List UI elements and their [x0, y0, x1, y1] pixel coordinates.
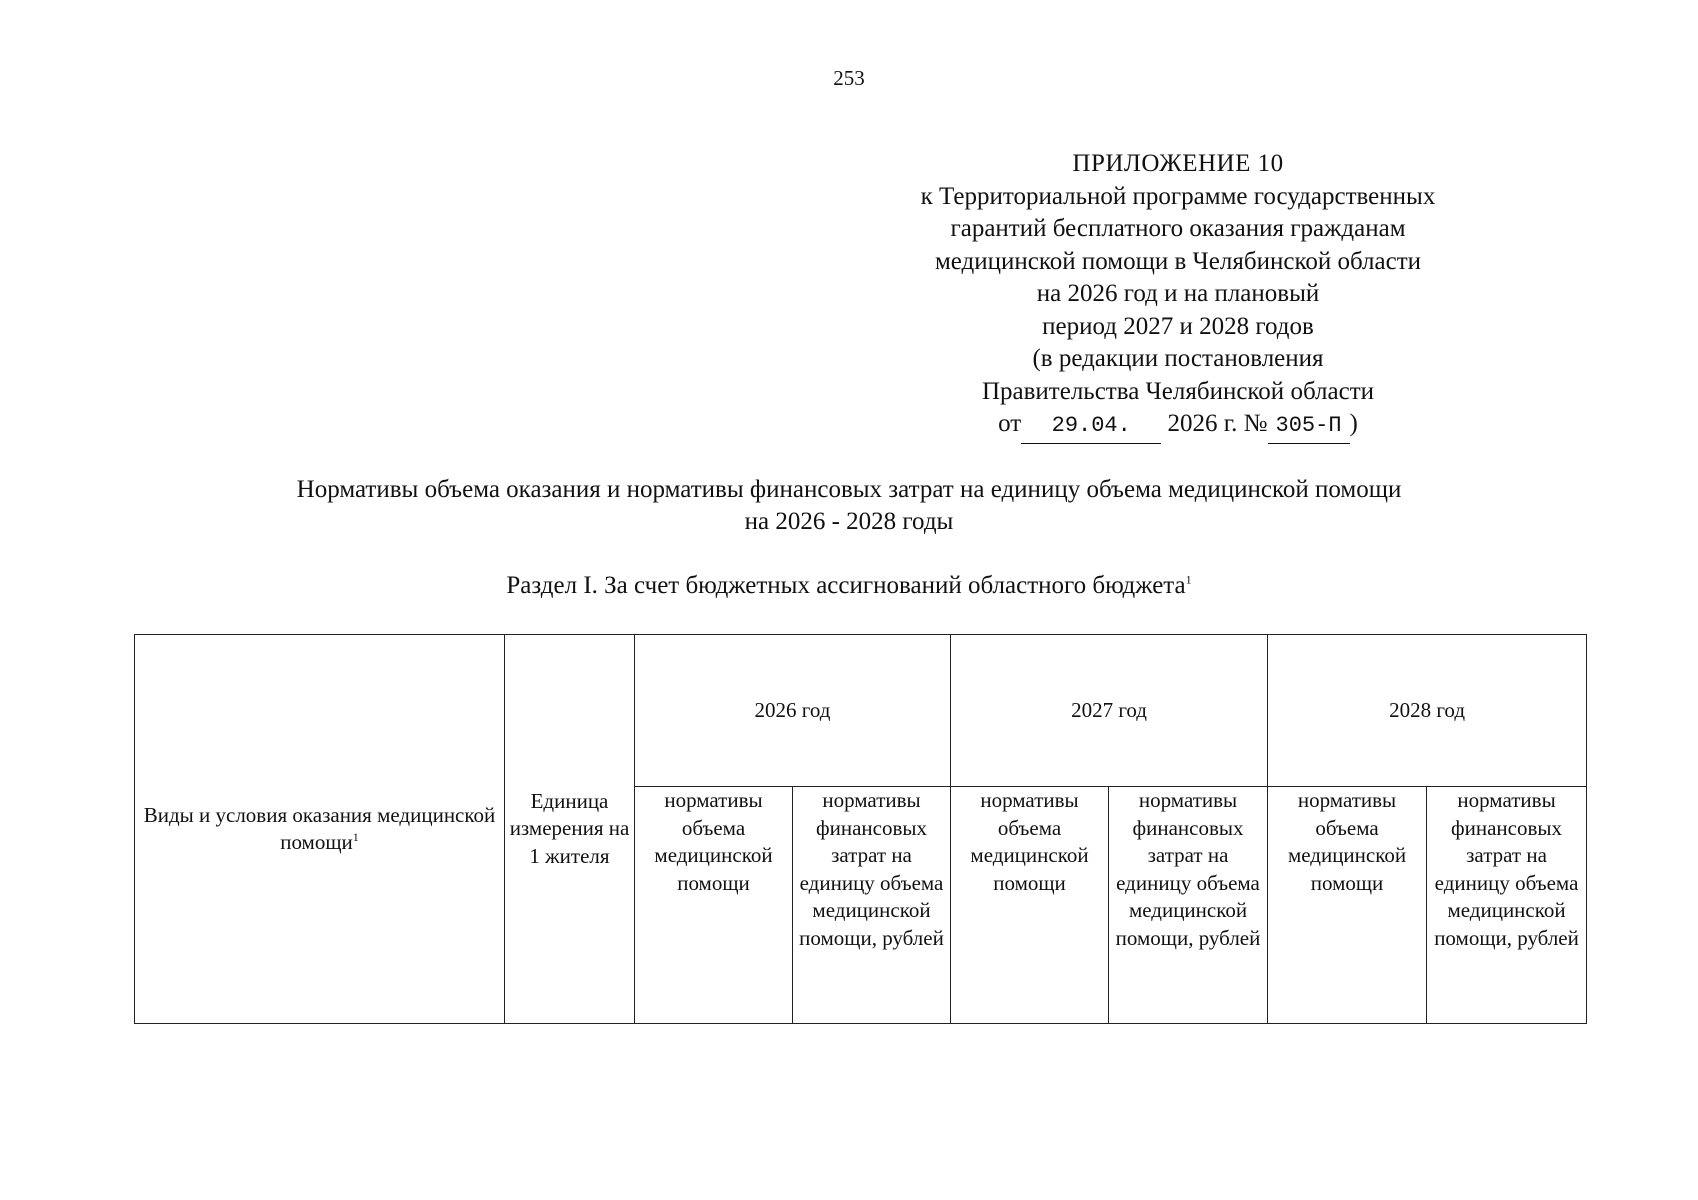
- appendix-title: ПРИЛОЖЕНИЕ 10: [1072, 150, 1284, 177]
- norms-table: [134, 634, 1587, 1024]
- header-volume-2028: нормативы объема медицинской помощи: [1268, 787, 1427, 1024]
- year-text: 2026 г. №: [1167, 410, 1268, 437]
- resolution-date: 29.04.: [1021, 410, 1161, 444]
- header-unit: Единица измерения на 1 жителя: [505, 635, 635, 1024]
- document-title: [0, 474, 1698, 538]
- appendix-line: гарантий бесплатного оказания гражданам: [950, 215, 1406, 242]
- document-title-line1: Нормативы объема оказания и нормативы финансовых затрат на единицу объема медицинской помощи: [296, 476, 1402, 503]
- header-volume-2026: нормативы объема медицинской помощи: [635, 787, 793, 1024]
- header-volume-2027: нормативы объема медицинской помощи: [951, 787, 1109, 1024]
- section-title: [0, 572, 1698, 600]
- appendix-header: [788, 148, 1568, 444]
- document-title-line2: на 2026 - 2028 годы: [744, 508, 954, 535]
- header-cost-2027: нормативы финансовых затрат на единицу объема медицинской помощи, рублей: [1109, 787, 1268, 1024]
- header-year-2028: 2028 год: [1268, 635, 1587, 787]
- header-cost-2028: нормативы финансовых затрат на единицу объема медицинской помощи, рублей: [1427, 787, 1587, 1024]
- header-kind: [135, 635, 505, 1024]
- resolution-number: 305-П: [1268, 410, 1350, 444]
- appendix-line: к Территориальной программе государственных: [920, 182, 1436, 210]
- header-year-2027: 2027 год: [951, 635, 1268, 787]
- appendix-line: медицинской помощи в Челябинской области: [934, 247, 1422, 275]
- header-kind-text: Виды и условия оказания медицинской помощи: [143, 802, 496, 854]
- header-cost-2026: нормативы финансовых затрат на единицу объема медицинской помощи, рублей: [793, 787, 951, 1024]
- resolution-date-line: [788, 408, 1568, 444]
- appendix-line: Правительства Челябинской области: [981, 377, 1375, 405]
- close-paren: ): [1349, 410, 1358, 437]
- date-prefix: от: [998, 410, 1022, 437]
- section-title-text: Раздел I. За счет бюджетных ассигнований областного бюджета: [506, 572, 1186, 599]
- appendix-line: на 2026 год и на плановый: [1036, 280, 1320, 307]
- footnote-mark: 1: [352, 830, 359, 844]
- page-number: 253: [833, 66, 865, 90]
- header-year-2026: 2026 год: [635, 635, 951, 787]
- table-header-row: [135, 635, 1587, 787]
- appendix-line: период 2027 и 2028 годов: [1042, 312, 1314, 340]
- appendix-line: (в редакции постановления: [1032, 345, 1324, 372]
- footnote-mark: 1: [1185, 572, 1192, 587]
